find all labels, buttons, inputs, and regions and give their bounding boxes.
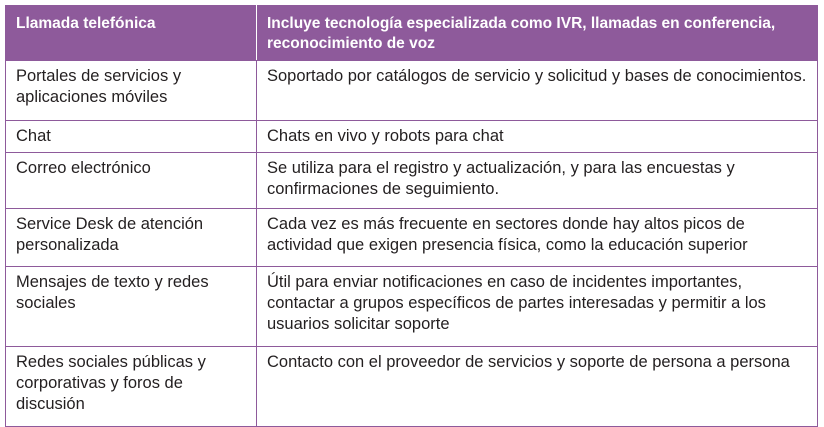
- channels-table-container: [5, 5, 817, 427]
- channel-cell: Correo electrónico: [6, 153, 257, 209]
- description-cell: Soportado por catálogos de servicio y solicitud y bases de conocimientos.: [257, 61, 818, 121]
- table-row: [6, 209, 818, 267]
- table-header-row: [6, 6, 818, 61]
- channel-cell: Portales de servicios y aplicaciones móviles: [6, 61, 257, 121]
- table-row: [6, 61, 818, 121]
- header-description: Incluye tecnología especializada como IVR, llamadas en conferencia, reconocimiento de voz: [257, 6, 818, 61]
- channel-cell: Service Desk de atención personalizada: [6, 209, 257, 267]
- channel-cell: Redes sociales públicas y corporativas y foros de discusión: [6, 347, 257, 427]
- description-cell: Contacto con el proveedor de servicios y soporte de persona a persona: [257, 347, 818, 427]
- description-cell: Se utiliza para el registro y actualización, y para las encuestas y confirmaciones de seguimiento.: [257, 153, 818, 209]
- description-cell: Útil para enviar notificaciones en caso de incidentes importantes, contactar a grupos específicos de partes interesadas y permitir a los usuarios solicitar soporte: [257, 267, 818, 347]
- description-cell: Cada vez es más frecuente en sectores donde hay altos picos de actividad que exigen presencia física, como la educación superior: [257, 209, 818, 267]
- table-row: [6, 153, 818, 209]
- channel-cell: Mensajes de texto y redes sociales: [6, 267, 257, 347]
- channels-table: [5, 5, 818, 427]
- description-cell: Chats en vivo y robots para chat: [257, 121, 818, 153]
- channel-cell: Chat: [6, 121, 257, 153]
- table-row: [6, 347, 818, 427]
- table-row: [6, 121, 818, 153]
- table-row: [6, 267, 818, 347]
- header-channel: Llamada telefónica: [6, 6, 257, 61]
